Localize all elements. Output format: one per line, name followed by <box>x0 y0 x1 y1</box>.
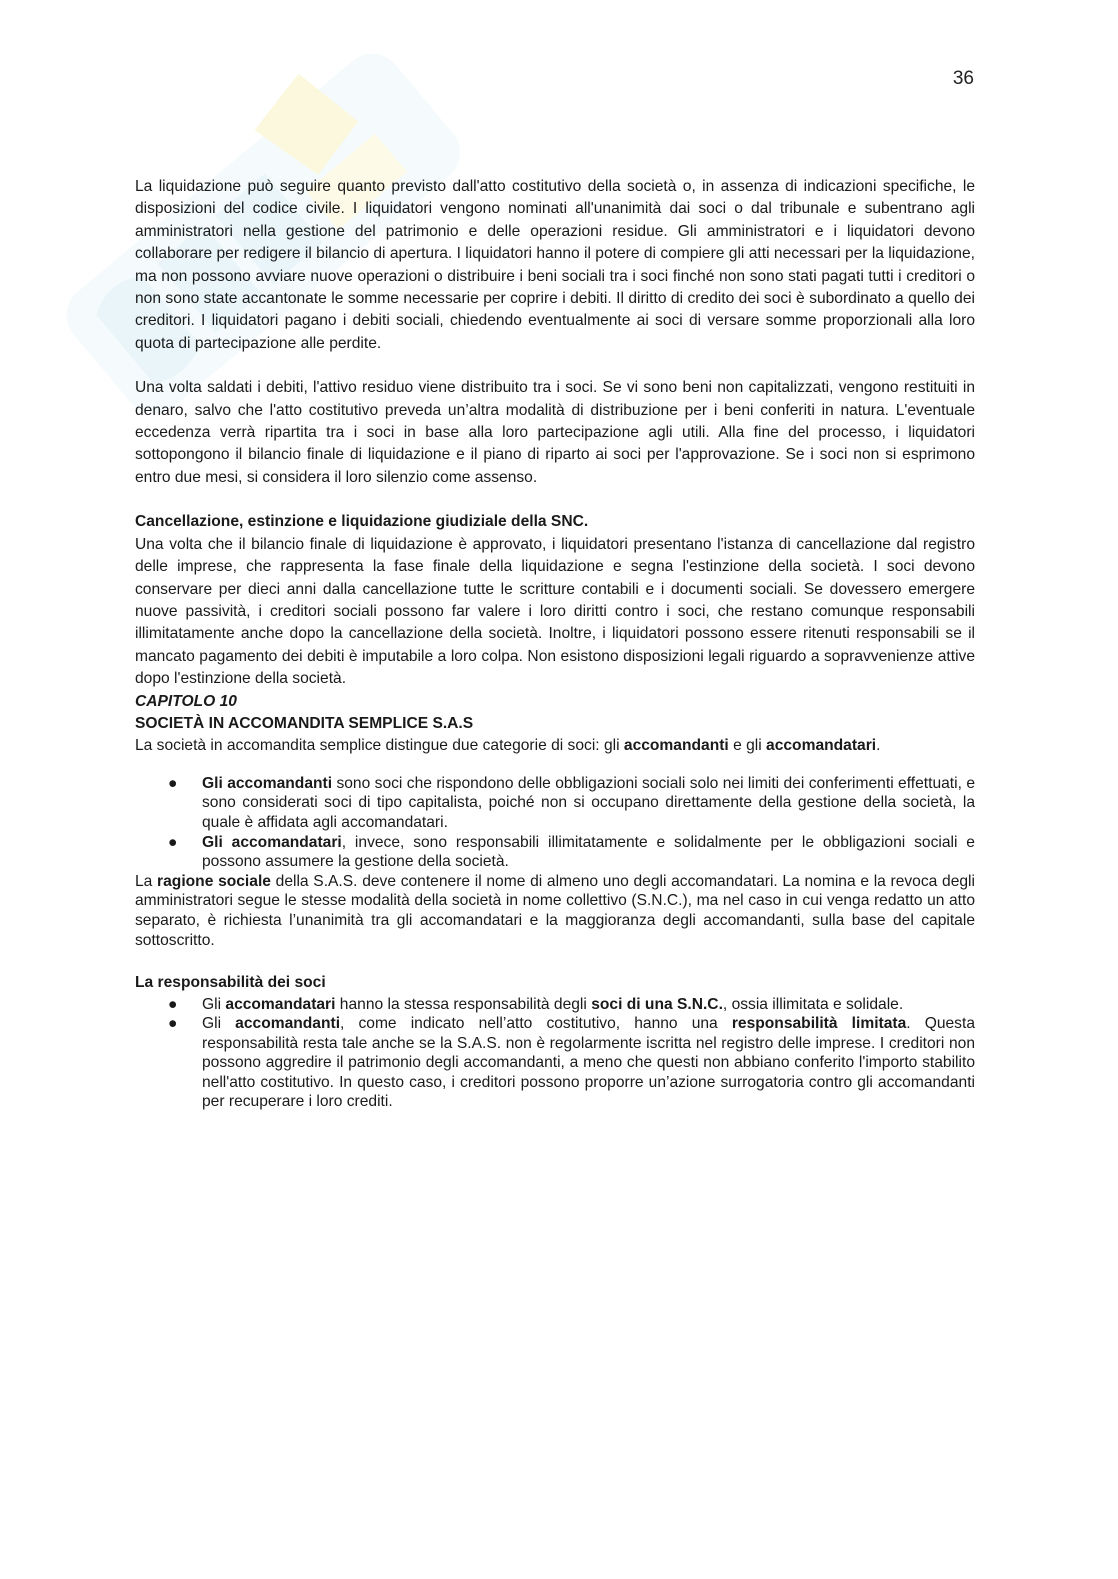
resp1-bold-1: accomandatari <box>225 995 336 1013</box>
intro-bold-accomandanti: accomandanti <box>623 737 729 755</box>
paragraph-cancellation: Una volta che il bilancio finale di liquidazione è approvato, i liquidatori presentano l'istanza di cancellazione dal registro delle imprese, che rappresenta la fase finale della liquidazione e segna l'estinzione della società. I soci devono conservare per dieci anni dalla cancellazione tutte le scritture contabili e i documenti sociali. Se dovessero emergere nuove passività, i creditori sociali possono far valere i loro diritti contro i soci, che restano comunque responsabili illimitatamente anche dopo la cancellazione della società. Inoltre, i liquidatori possono essere ritenuti responsabili se il mancato pagamento dei debiti è imputabile a loro colpa. Non esistono disposizioni legali riguardo a sopravvenienze attive dopo l'estinzione della società. <box>135 535 975 688</box>
bullet-icon: ● <box>168 995 178 1013</box>
intro-text-2: e gli <box>728 737 767 755</box>
resp2-text-1: Gli <box>202 1015 236 1033</box>
intro-text-3: . <box>876 737 881 755</box>
list-item-text: sono soci che rispondono delle obbligazioni sociali solo nei limiti dei conferimenti effettuati, e sono considerati soci di tipo capitalista, poiché non si occupano direttamente della gestione della società, la quale è affidata agli accomandatari. <box>202 774 975 831</box>
bullet-icon: ● <box>168 774 178 792</box>
list-item-bold: Gli accomandanti <box>202 774 333 792</box>
paragraph-intro <box>135 735 975 757</box>
ragione-text-2: della S.A.S. deve contenere il nome di almeno uno degli accomandatari. La nomina e la revoca degli amministratori segue le stesse modalità della società in nome collettivo (S.N.C.), ma nel caso in cui venga redatto un atto separato, è richiesta l’unanimità tra gli accomandatari e la maggioranza degli accomandanti, sulla base del capitale sottoscritto. <box>135 872 975 949</box>
resp2-bold-1: accomandanti <box>235 1015 341 1033</box>
resp2-text-3: . Questa responsabilità resta tale anche se la S.A.S. non è regolarmente iscritta nel registro delle imprese. I creditori non possono aggredire il patrimonio degli accomandanti, a meno che questi non abbiano conferito l'importo stabilito nell'atto costitutivo. In questo caso, i creditori possono proporre un’azione surrogatoria contro gli accomandanti per recuperare i loro crediti. <box>202 1015 975 1111</box>
list-item <box>135 1014 975 1112</box>
section-heading-cancellation: Cancellazione, estinzione e liquidazione giudiziale della SNC. <box>135 513 589 531</box>
paragraph-ragione-sociale <box>135 872 975 950</box>
list-item <box>135 774 975 833</box>
subheading-responsibility: La responsabilità dei soci <box>135 974 326 992</box>
resp2-text-2: , come indicato nell’atto costitutivo, hanno una <box>340 1015 732 1033</box>
chapter-label: CAPITOLO 10 <box>135 692 237 710</box>
resp2-bold-2: responsabilità limitata <box>731 1015 907 1033</box>
list-item-bold: Gli accomandatari <box>202 833 342 851</box>
page-number: 36 <box>952 68 974 89</box>
chapter-title: SOCIETÀ IN ACCOMANDITA SEMPLICE S.A.S <box>135 714 474 732</box>
list-item-text: , invece, sono responsabili illimitatamente e solidalmente per le obbligazioni sociali e possono assumere la gestione della società. <box>202 833 975 871</box>
responsibility-list <box>135 995 975 1113</box>
paragraph-distribution: Una volta saldati i debiti, l'attivo residuo viene distribuito tra i soci. Se vi sono beni non capitalizzati, vengono restituiti in denaro, salvo che l'atto costitutivo preveda un’altra modalità di distribuzione per i beni conferiti in natura. L'eventuale eccedenza verrà ripartita tra i soci in base alla loro partecipazione agli utili. Alla fine del processo, i liquidatori sottopongono il bilancio finale di liquidazione e il piano di riparto ai soci per l'approvazione. Se i soci non si esprimono entro due mesi, si considera il loro silenzio come assenso. <box>135 379 975 486</box>
bullet-icon: ● <box>168 833 178 851</box>
intro-text-1: La società in accomandita semplice distingue due categorie di soci: gli <box>135 737 624 755</box>
list-item <box>135 995 975 1015</box>
resp1-text-2: hanno la stessa responsabilità degli <box>335 995 592 1013</box>
ragione-text-1: La <box>135 872 158 890</box>
intro-bold-accomandatari: accomandatari <box>766 737 877 755</box>
partner-types-list <box>135 774 975 872</box>
document-body <box>135 176 975 1112</box>
resp1-bold-2: soci di una S.N.C. <box>591 995 723 1013</box>
resp1-text-1: Gli <box>202 995 226 1013</box>
bullet-icon: ● <box>168 1015 178 1033</box>
ragione-bold: ragione sociale <box>157 872 271 890</box>
resp1-text-3: , ossia illimitata e solidale. <box>722 995 904 1013</box>
paragraph-liquidation: La liquidazione può seguire quanto previsto dall'atto costitutivo della società o, in assenza di indicazioni specifiche, le disposizioni del codice civile. I liquidatori vengono nominati all'unanimità dai soci o dal tribunale e subentrano agli amministratori nella gestione del patrimonio e delle operazioni residue. Gli amministratori e i liquidatori devono collaborare per redigere il bilancio di apertura. I liquidatori hanno il potere di compiere gli atti necessari per la liquidazione, ma non possono avviare nuove operazioni o distribuire i beni sociali tra i soci finché non sono stati pagati tutti i creditori o non sono state accantonate le somme necessarie per coprire i debiti. Il diritto di credito dei soci è subordinato a quello dei creditori. I liquidatori pagano i debiti sociali, chiedendo eventualmente ai soci di versare somme proporzionali alla loro quota di partecipazione alle perdite. <box>135 178 975 352</box>
list-item <box>135 833 975 872</box>
